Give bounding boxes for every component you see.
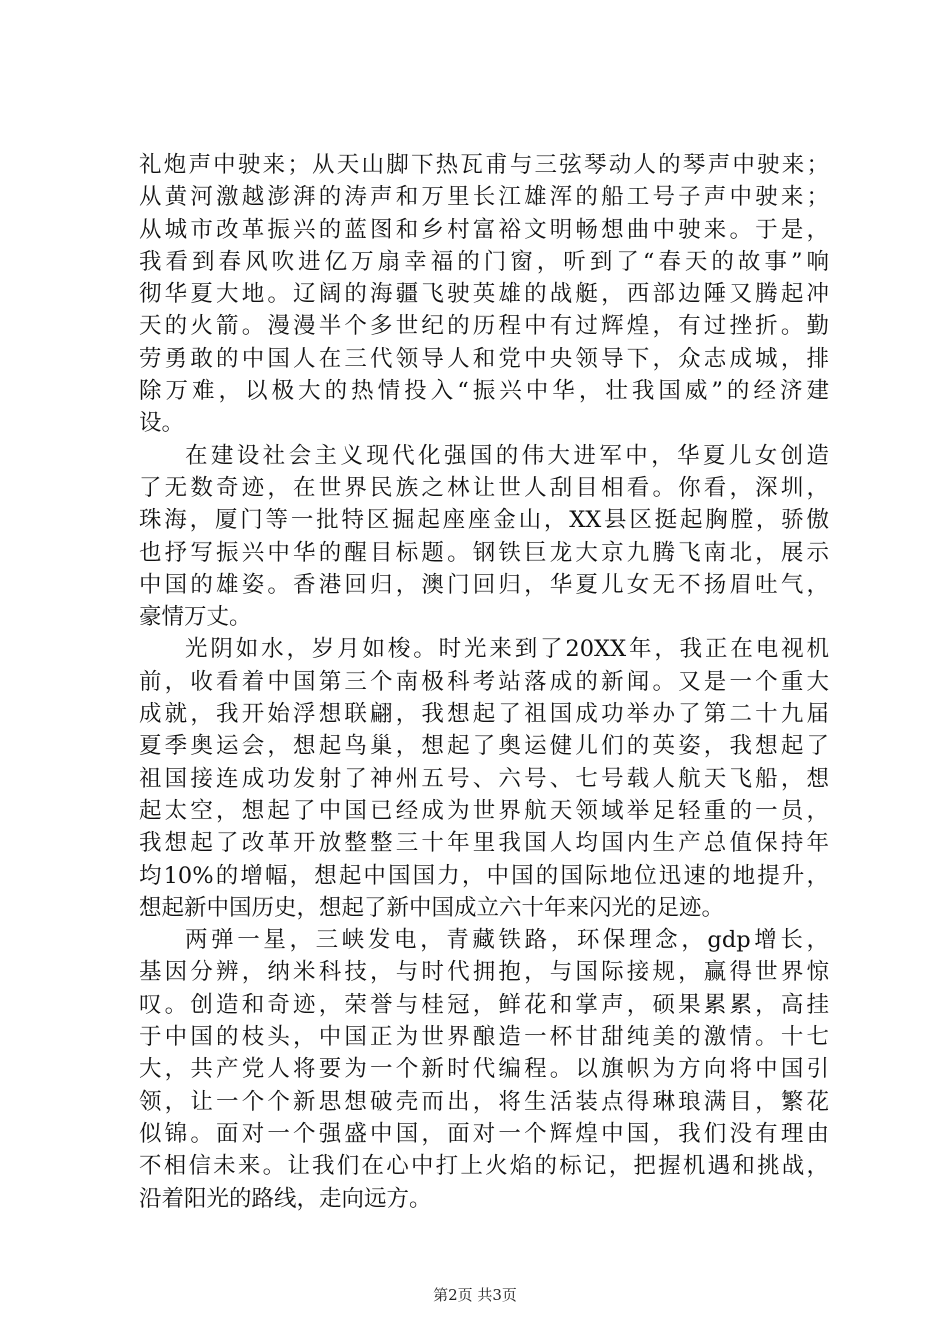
text-line: 祖国接连成功发射了神州五号、六号、七号载人航天飞船，想	[139, 765, 829, 792]
document-body	[139, 149, 829, 1215]
text-line: 均10%的增幅，想起中国国力，中国的国际地位迅速的地提升，	[139, 862, 829, 889]
text-line: 彻华夏大地。辽阔的海疆飞驶英雄的战艇，西部边陲又腾起冲	[139, 281, 829, 308]
text-line: 光阴如水，岁月如梭。时光来到了20XX年，我正在电视机	[185, 636, 829, 663]
text-line: 基因分辨，纳米科技，与时代拥抱，与国际接规，赢得世界惊	[139, 959, 829, 986]
text-line: 从黄河激越澎湃的涛声和万里长江雄浑的船工号子声中驶来；	[139, 184, 829, 211]
text-line: 起太空，想起了中国已经成为世界航天领域举足轻重的一员，	[139, 797, 829, 824]
paragraph	[139, 924, 829, 1215]
paragraph	[139, 149, 829, 440]
text-line: 了无数奇迹，在世界民族之林让世人刮目相看。你看，深圳，	[139, 474, 829, 501]
text-line: 于中国的枝头，中国正为世界酿造一杯甘甜纯美的激情。十七	[139, 1024, 829, 1051]
paragraph	[139, 440, 829, 634]
text-line: 珠海，厦门等一批特区掘起座座金山，XX县区挺起胸膛，骄傲	[139, 507, 829, 534]
text-line: 夏季奥运会，想起鸟巢，想起了奥运健儿们的英姿，我想起了	[139, 733, 829, 760]
page-number-footer: 第2页 共3页	[433, 1286, 517, 1304]
text-line: 两弹一星，三峡发电，青藏铁路，环保理念，gdp增长，	[185, 927, 829, 954]
text-line: 礼炮声中驶来；从天山脚下热瓦甫与三弦琴动人的琴声中驶来；	[139, 152, 829, 178]
text-line: 除万难，以极大的热情投入“振兴中华，壮我国威”的经济建	[139, 378, 829, 405]
text-line: 领，让一个个新思想破壳而出，将生活装点得琳琅满目，繁花	[139, 1088, 829, 1115]
text-line: 不相信未来。让我们在心中打上火焰的标记，把握机遇和挑战，	[139, 1153, 829, 1180]
text-line: 大，共产党人将要为一个新时代编程。以旗帜为方向将中国引	[139, 1056, 829, 1083]
text-line: 也抒写振兴中华的醒目标题。钢铁巨龙大京九腾飞南北，展示	[139, 539, 829, 566]
text-line: 从城市改革振兴的蓝图和乡村富裕文明畅想曲中驶来。于是，	[139, 216, 829, 243]
text-line: 叹。创造和奇迹，荣誉与桂冠，鲜花和掌声，硕果累累，高挂	[139, 991, 829, 1018]
text-line: 劳勇敢的中国人在三代领导人和党中央领导下，众志成城，排	[139, 345, 829, 372]
text-line: 我看到春风吹进亿万扇幸福的门窗，听到了“春天的故事”响	[139, 248, 829, 275]
text-line: 设。	[139, 410, 185, 437]
text-line: 在建设社会主义现代化强国的伟大进军中，华夏儿女创造	[185, 442, 829, 469]
text-line: 天的火箭。漫漫半个多世纪的历程中有过辉煌，有过挫折。勤	[139, 313, 829, 340]
text-line: 豪情万丈。	[139, 604, 252, 631]
paragraph	[139, 633, 829, 924]
text-line: 前，收看着中国第三个南极科考站落成的新闻。又是一个重大	[139, 668, 829, 695]
text-line: 成就，我开始浮想联翩，我想起了祖国成功举办了第二十九届	[139, 701, 829, 728]
text-line: 想起新中国历史，想起了新中国成立六十年来闪光的足迹。	[139, 894, 725, 921]
text-line: 我想起了改革开放整整三十年里我国人均国内生产总值保持年	[139, 830, 829, 857]
text-line: 沿着阳光的路线，走向远方。	[139, 1185, 432, 1212]
text-line: 中国的雄姿。香港回归，澳门回归，华夏儿女无不扬眉吐气，	[139, 571, 829, 598]
text-line: 似锦。面对一个强盛中国，面对一个辉煌中国，我们没有理由	[139, 1120, 829, 1147]
